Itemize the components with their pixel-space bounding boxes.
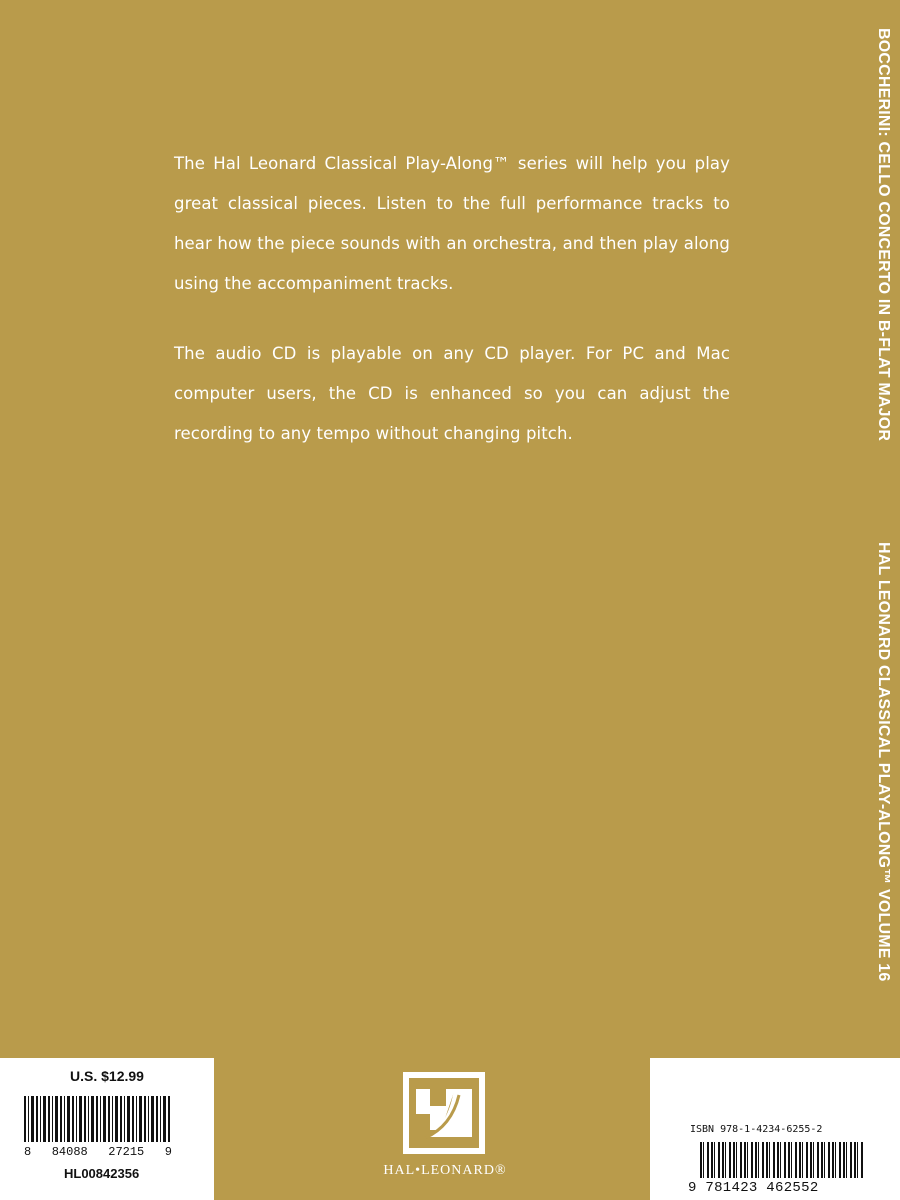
- upc-barcode: [24, 1096, 170, 1142]
- upc-group-2: 27215: [108, 1145, 145, 1159]
- isbn-text: ISBN 978-1-4234-6255-2: [690, 1124, 823, 1135]
- description-paragraph-1: The Hal Leonard Classical Play-Along™ series will help you play great classical pieces. Listen to the full performance tracks to hear how the piece sounds with an orchestra, and then play along using the accompaniment tracks.: [174, 154, 730, 293]
- isbn-digits: 9 781423 462552: [688, 1180, 819, 1196]
- upc-group-1: 84088: [51, 1145, 88, 1159]
- description-text: [174, 144, 730, 454]
- isbn-barcode: [700, 1142, 864, 1178]
- isbn-label: [650, 1058, 900, 1200]
- hal-leonard-logo-icon: [403, 1072, 485, 1154]
- spine-title: BOCCHERINI: CELLO CONCERTO IN B-FLAT MAJOR: [875, 28, 892, 442]
- item-code: HL00842356: [64, 1166, 140, 1181]
- upc-check-digit: 9: [164, 1145, 172, 1159]
- description-paragraph-2: The audio CD is playable on any CD player. For PC and Mac computer users, the CD is enhanced so you can adjust the recording to any tempo without changing pitch.: [174, 344, 730, 443]
- price-label: [0, 1058, 214, 1200]
- spine-series: HAL LEONARD CLASSICAL PLAY-ALONG™ VOLUME 16: [875, 542, 892, 982]
- publisher-name: HAL•LEONARD®: [383, 1163, 507, 1178]
- price-text: U.S. $12.99: [70, 1068, 144, 1084]
- upc-lead-digit: 8: [24, 1145, 32, 1159]
- upc-digits: [24, 1145, 172, 1159]
